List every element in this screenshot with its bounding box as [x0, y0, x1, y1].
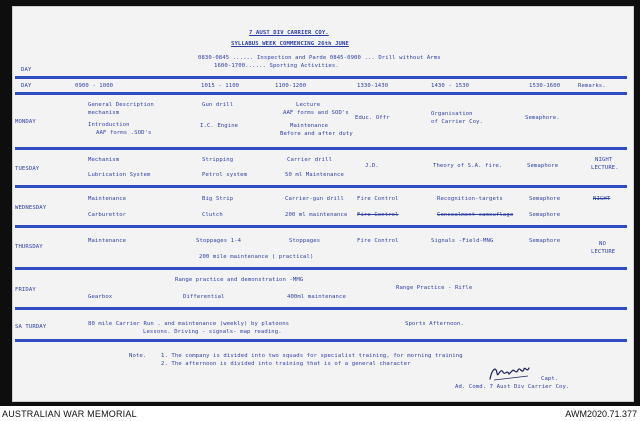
- tue-remark-2: LECTURE.: [591, 165, 619, 171]
- mon-a2: mechanism: [88, 110, 120, 116]
- wed-b2: Clutch: [202, 212, 223, 218]
- rule-saturday: [15, 339, 627, 342]
- sat-sports: Sports Afternoon.: [405, 321, 464, 327]
- tue-b2: Petrol system: [202, 172, 248, 178]
- rule-friday: [15, 307, 627, 310]
- mon-a4: AAF forms .SOD's: [96, 130, 152, 136]
- col-1530: 1530-1600: [529, 83, 561, 89]
- wed-a1: Maintenance: [88, 196, 127, 202]
- mon-a1: General Description: [88, 102, 154, 108]
- mon-c1: Lecture: [296, 102, 321, 108]
- mon-a3: Introduction: [88, 122, 130, 128]
- wed-e2: Concealment-camouflage: [437, 212, 514, 218]
- intro-line-2: 1600-1700...... Sporting Activities.: [214, 63, 339, 69]
- fri-a1: Gearbox: [88, 294, 113, 300]
- header-rule-top: [15, 76, 627, 79]
- fri-c1: 400ml maintenance: [287, 294, 346, 300]
- document-title: 7 AUST DIV CARRIER COY.: [249, 30, 329, 36]
- col-day: DAY: [21, 83, 32, 89]
- col-remarks: Remarks.: [578, 83, 606, 89]
- note-2: 2. The afternoon is divided into training that is of a general character: [161, 361, 411, 367]
- tue-remark-1: NIGHT: [595, 157, 613, 163]
- footer-source: AUSTRALIAN WAR MEMORIAL: [2, 409, 137, 419]
- wed-f1: Semaphore: [529, 196, 561, 202]
- col-0900: 0900 - 1000: [75, 83, 114, 89]
- tue-f1: Semaphore: [527, 163, 559, 169]
- tue-a2: Lubrication System: [88, 172, 151, 178]
- header-rule-bottom: [15, 92, 627, 95]
- day-wednesday: WEDNESDAY: [15, 205, 47, 211]
- thu-remark-2: LECTURE: [591, 249, 616, 255]
- col-1100: 1100-1200: [275, 83, 307, 89]
- thu-c1: Stoppages: [289, 238, 321, 244]
- rule-monday: [15, 147, 627, 150]
- mon-c2: AAF forms and SOD's: [283, 110, 349, 116]
- mon-e2: of Carrier Coy.: [431, 119, 484, 125]
- mon-c4: Before and after duty: [280, 131, 353, 137]
- intro-day-label: DAY: [21, 67, 32, 73]
- day-tuesday: TUESDAY: [15, 166, 40, 172]
- thu-b1: Stoppages 1-4: [196, 238, 242, 244]
- mon-e1: Organisation: [431, 111, 473, 117]
- wed-c1: Carrier-gun drill: [285, 196, 344, 202]
- mon-f1: Semaphore.: [525, 115, 560, 121]
- tue-b1: Stripping: [202, 157, 234, 163]
- col-1330: 1330-1430: [357, 83, 389, 89]
- col-1430: 1430 - 1530: [431, 83, 470, 89]
- mon-c3: Maintenance: [290, 123, 329, 129]
- thu-remark-1: NO: [599, 241, 606, 247]
- day-saturday: SA TURDAY: [15, 324, 47, 330]
- footer-accession: AWM2020.71.377: [565, 409, 637, 419]
- signoff-line: Ad. Comd. 7 Aust Div Carrier Coy.: [455, 384, 570, 390]
- archive-footer: [0, 406, 640, 421]
- handwritten-signature: [488, 363, 536, 383]
- wed-remark-1: NIGHT: [593, 196, 611, 202]
- wed-f2: Semaphore: [529, 212, 561, 218]
- signoff-capt: Capt.: [541, 376, 559, 382]
- thu-f1: Semaphore: [529, 238, 561, 244]
- tue-e1: Theory of S.A. fire.: [433, 163, 503, 169]
- document-subtitle: SYLLABUS WEEK COMMENCING 26th JUNE: [231, 41, 349, 47]
- tue-d1: J.D.: [365, 163, 379, 169]
- fri-b1: Differential: [183, 294, 225, 300]
- tue-a1: Mechanism: [88, 157, 120, 163]
- day-monday: MONDAY: [15, 119, 36, 125]
- intro-line-1: 0830-0845 ...... Inspection and Parde 0845-0900 ... Drill without Arms: [198, 55, 441, 61]
- thu-span: 200 mile maintenance ( practical): [199, 254, 314, 260]
- rule-thursday: [15, 267, 627, 270]
- col-1015: 1015 - 1100: [201, 83, 240, 89]
- note-1: 1. The company is divided into two squads for specialist training, for morning training: [161, 353, 463, 359]
- rule-wednesday: [15, 225, 627, 228]
- thu-e1: Signals -Field-MNG: [431, 238, 494, 244]
- tue-c2: 50 ml Maintenance: [285, 172, 344, 178]
- wed-d1: Fire Control: [357, 196, 399, 202]
- mon-d1: Educ. Offr: [355, 115, 390, 121]
- tue-c1: Carrier drill: [287, 157, 333, 163]
- thu-d1: Fire Control: [357, 238, 399, 244]
- wed-a2: Carburettor: [88, 212, 127, 218]
- day-friday: FRIDAY: [15, 287, 36, 293]
- thu-a1: Maintenance: [88, 238, 127, 244]
- fri-span: Range practice and demonstration -MMG: [175, 277, 304, 283]
- rule-tuesday: [15, 185, 627, 188]
- mon-b2: I.C. Engine: [200, 123, 239, 129]
- wed-d2: Fire Control: [357, 212, 399, 218]
- syllabus-sheet: [12, 6, 634, 402]
- wed-c2: 200 ml maintenance: [285, 212, 348, 218]
- sat-line-1: 80 mile Carrier Run . and maintenance (weekly) by platoons: [88, 321, 290, 327]
- note-label: Note.: [129, 353, 147, 359]
- day-thursday: THURSDAY: [15, 244, 43, 250]
- sat-line-2: Lessons. Driving - signals- map reading.: [143, 329, 282, 335]
- fri-e1: Range Practice - Rifle: [396, 285, 473, 291]
- wed-b1: Big Strip: [202, 196, 234, 202]
- mon-b1: Gun drill: [202, 102, 234, 108]
- wed-e1: Recognition-targets: [437, 196, 503, 202]
